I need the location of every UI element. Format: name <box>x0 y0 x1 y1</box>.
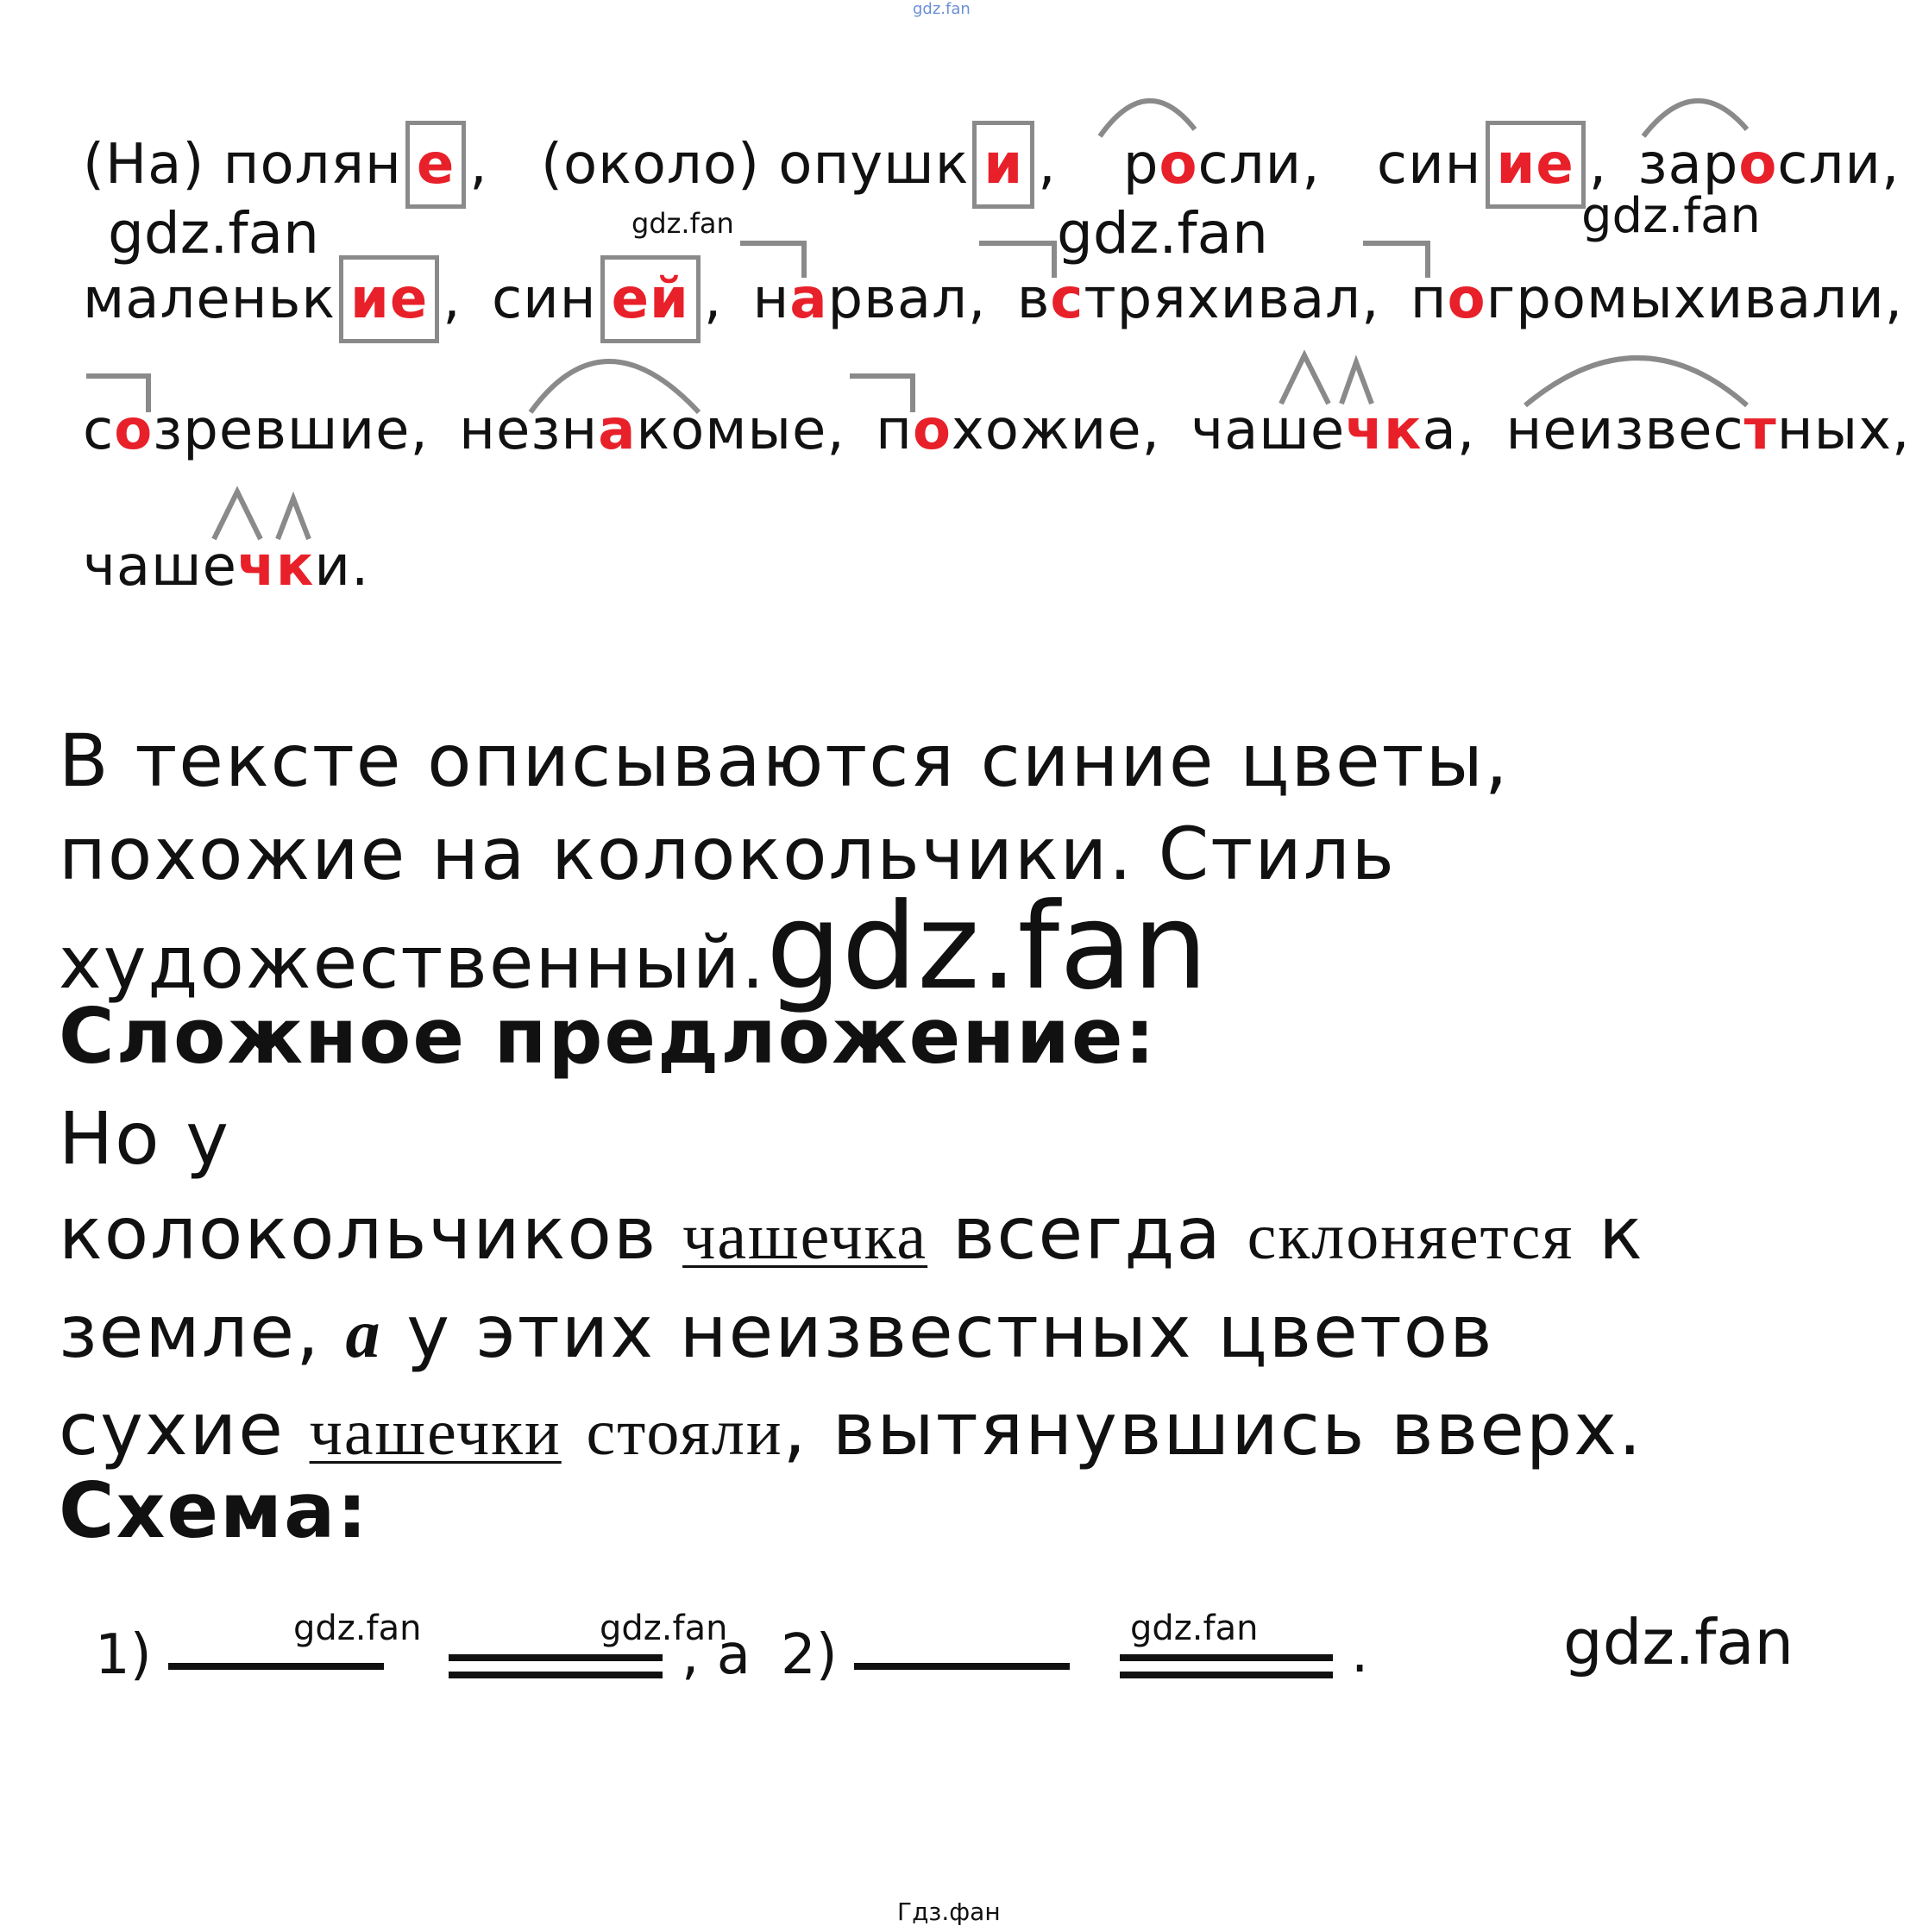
paragraph-line: художественный.gdz.fan <box>59 877 1209 1016</box>
ending-box: ей <box>600 255 701 343</box>
sentence-line: сухие чашечки стояли, вытянувшись вверх. <box>59 1387 1643 1471</box>
paragraph-line: В тексте описываются синие цветы, <box>59 718 1510 803</box>
comma: , <box>469 133 488 197</box>
word-sin: син <box>1376 133 1482 197</box>
predicate: склоняется <box>1247 1201 1574 1273</box>
word-malenk: маленьк <box>83 267 336 331</box>
paragraph-line: похожие на колокольчики. Стиль <box>59 812 1397 896</box>
word-narval: нарвал, <box>752 267 987 331</box>
comma: , <box>1588 133 1608 197</box>
sentence-line: Но у <box>59 1096 230 1181</box>
heading-complex-sentence: Сложное предложение: <box>59 992 1157 1081</box>
watermark: gdz.fan <box>108 200 319 267</box>
sentence-line: земле, а у этих неизвестных цветов <box>59 1289 1494 1374</box>
scheme-number-2: 2) <box>781 1623 838 1687</box>
word-opushk: (около) опушк <box>540 133 970 197</box>
word-chashechki: чашечки. <box>83 535 370 599</box>
subject-underlined: чашечки <box>309 1396 562 1469</box>
watermark-bottom: Гдз.фан <box>897 1898 1001 1926</box>
watermark: gdz.fan <box>1581 188 1761 244</box>
scheme-end: . <box>1351 1622 1369 1685</box>
watermark: gdz.fan <box>1563 1606 1794 1678</box>
word-pogromyhivali: погромыхивали, <box>1410 267 1904 331</box>
comma: , <box>703 267 723 331</box>
predicate: стояли <box>586 1396 783 1469</box>
word-neznakomye: незнакомые, <box>459 398 845 462</box>
word-zarosli: заросли, <box>1637 133 1901 197</box>
watermark: gdz.fan <box>1130 1609 1259 1648</box>
watermark: gdz.fan <box>293 1609 422 1648</box>
watermark: gdz.fan <box>1057 200 1268 267</box>
watermark: gdz.fan <box>600 1609 728 1648</box>
watermark-top: gdz.fan <box>913 0 971 18</box>
word-pohozhie: похожие, <box>876 398 1160 462</box>
word-sozrevshie: созревшие, <box>83 398 429 462</box>
subject-underlined: чашечка <box>682 1201 928 1273</box>
conjunction: а <box>345 1296 382 1372</box>
word-polyan: (На) полян <box>83 133 402 197</box>
comma: , <box>1038 133 1057 197</box>
watermark: gdz.fan <box>631 207 734 240</box>
word-chashechka: чашечка, <box>1191 398 1476 462</box>
ending-box: ие <box>339 255 439 343</box>
ending-box: е <box>405 121 466 209</box>
word-rosli: росли, <box>1122 133 1321 197</box>
word-neizvestnyh: неизвестных, <box>1505 398 1910 462</box>
ending-box: ие <box>1486 121 1586 209</box>
comma: , <box>443 267 462 331</box>
watermark: gdz.fan <box>766 877 1209 1016</box>
heading-scheme: Схема: <box>59 1466 369 1555</box>
word-sin: син <box>491 267 597 331</box>
sentence-line: колокольчиков чашечка всегда склоняется к <box>59 1191 1644 1276</box>
scheme-conjunction: , а <box>682 1623 751 1687</box>
scheme-number-1: 1) <box>95 1623 152 1687</box>
word-vstryahival: встряхивал, <box>1016 267 1380 331</box>
ending-box: и <box>972 121 1034 209</box>
